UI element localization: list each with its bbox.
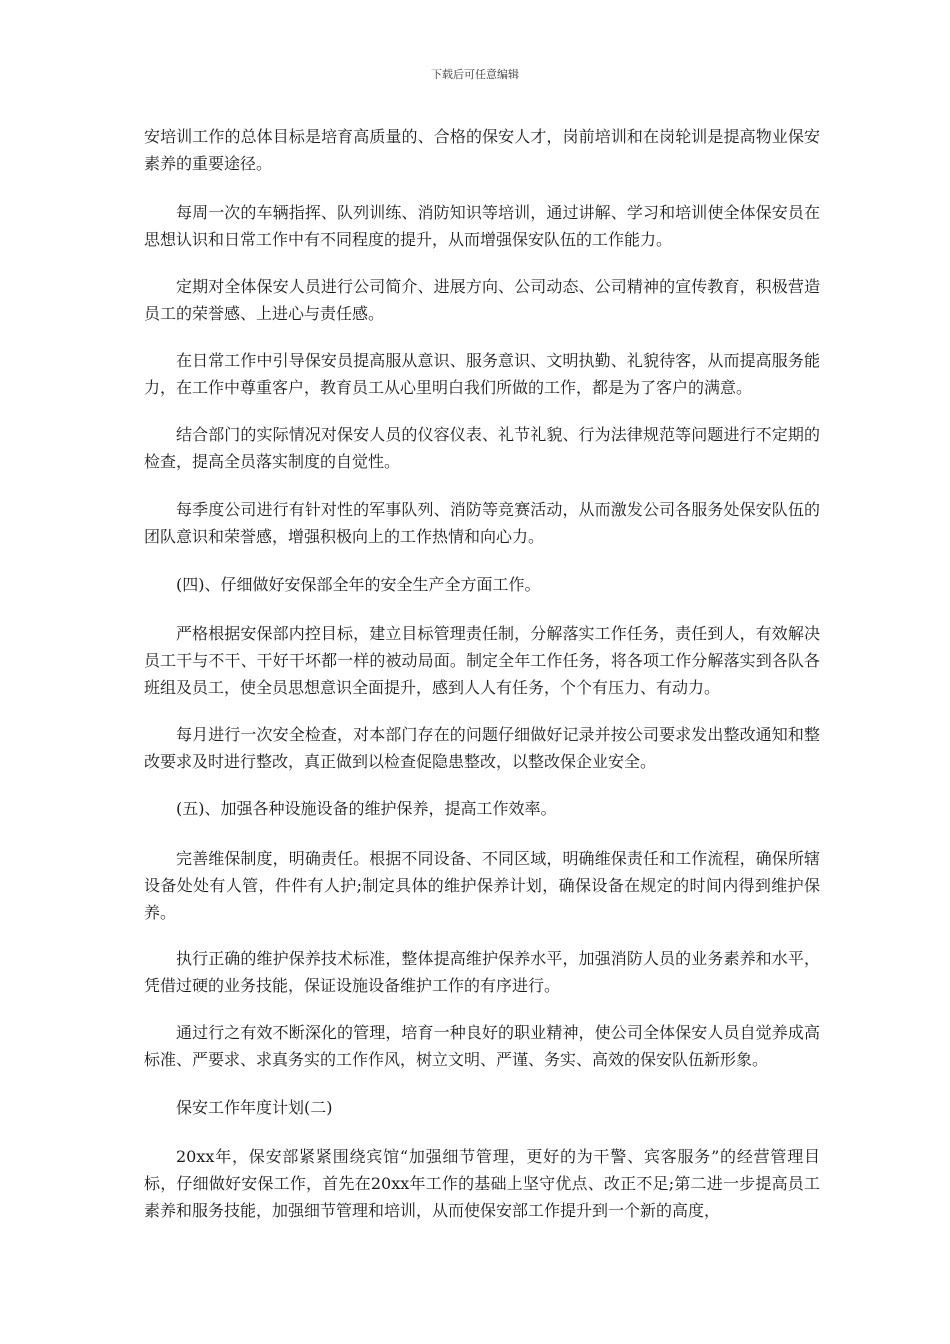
page-header: 下载后可任意编辑 (431, 68, 519, 81)
paragraph-7: 严格根据安保部内控目标，建立目标管理责任制，分解落实工作任务，责任到人，有效解决员工干与不干、干好干坏都一样的被动局面。制定全年工作任务，将各项工作分解落实到各队各班组及员工，使全员思想意识全面提升，感到人人有任务，个个有压力、有动力。 (144, 624, 820, 697)
paragraph-9: 完善维保制度，明确责任。根据不同设备、不同区域，明确维保责任和工作流程，确保所辖设备处处有人管，件件有人护;制定具体的维护保养计划，确保设备在规定的时间内得到维护保养。 (144, 849, 820, 922)
paragraph-4: 在日常工作中引导保安员提高服从意识、服务意识、文明执勤、礼貌待客，从而提高服务能力，在工作中尊重客户，教育员工从心里明白我们所做的工作，都是为了客户的满意。 (144, 351, 820, 397)
paragraph-1: 安培训工作的总体目标是培育高质量的、合格的保安人才，岗前培训和在岗轮训是提高物业保安素养的重要途径。 (144, 127, 820, 173)
paragraph-6: 每季度公司进行有针对性的军事队列、消防等竞赛活动，从而激发公司各服务处保安队伍的团队意识和荣誉感，增强积极向上的工作热情和向心力。 (144, 500, 820, 546)
section-heading-4: (四)、仔细做好安保部全年的安全生产全方面工作。 (176, 575, 541, 594)
paragraph-2: 每周一次的车辆指挥、队列训练、消防知识等培训，通过讲解、学习和培训使全体保安员在思想认识和日常工作中有不同程度的提升，从而增强保安队伍的工作能力。 (144, 203, 820, 249)
paragraph-3: 定期对全体保安人员进行公司简介、进展方向、公司动态、公司精神的宣传教育，积极营造员工的荣誉感、上进心与责任感。 (144, 277, 820, 323)
paragraph-10: 执行正确的维护保养技术标准，整体提高维护保养水平，加强消防人员的业务素养和水平，凭借过硬的业务技能，保证设施设备维护工作的有序进行。 (144, 949, 820, 995)
section-heading-5: (五)、加强各种设施设备的维护保养，提高工作效率。 (176, 799, 557, 818)
paragraph-8: 每月进行一次安全检查，对本部门存在的问题仔细做好记录并按公司要求发出整改通知和整改要求及时进行整改，真正做到以检查促隐患整改，以整改保企业安全。 (144, 725, 820, 771)
paragraph-12: 20xx年，保安部紧紧围绕宾馆“加强细节管理，更好的为干警、宾客服务”的经营管理目标，仔细做好安保工作，首先在20xx年工作的基础上坚守优点、改正不足;第二进一步提高员工素养和服务技能，加强细节管理和培训，从而使保安部工作提升到一个新的高度， (144, 1147, 820, 1220)
section-title-plan-2: 保安工作年度计划(二) (176, 1098, 333, 1117)
paragraph-11: 通过行之有效不断深化的管理，培育一种良好的职业精神，使公司全体保安人员自觉养成高标准、严要求、求真务实的工作作风，树立文明、严谨、务实、高效的保安队伍新形象。 (144, 1023, 820, 1069)
paragraph-5: 结合部门的实际情况对保安人员的仪容仪表、礼节礼貌、行为法律规范等问题进行不定期的检查，提高全员落实制度的自觉性。 (144, 425, 820, 471)
